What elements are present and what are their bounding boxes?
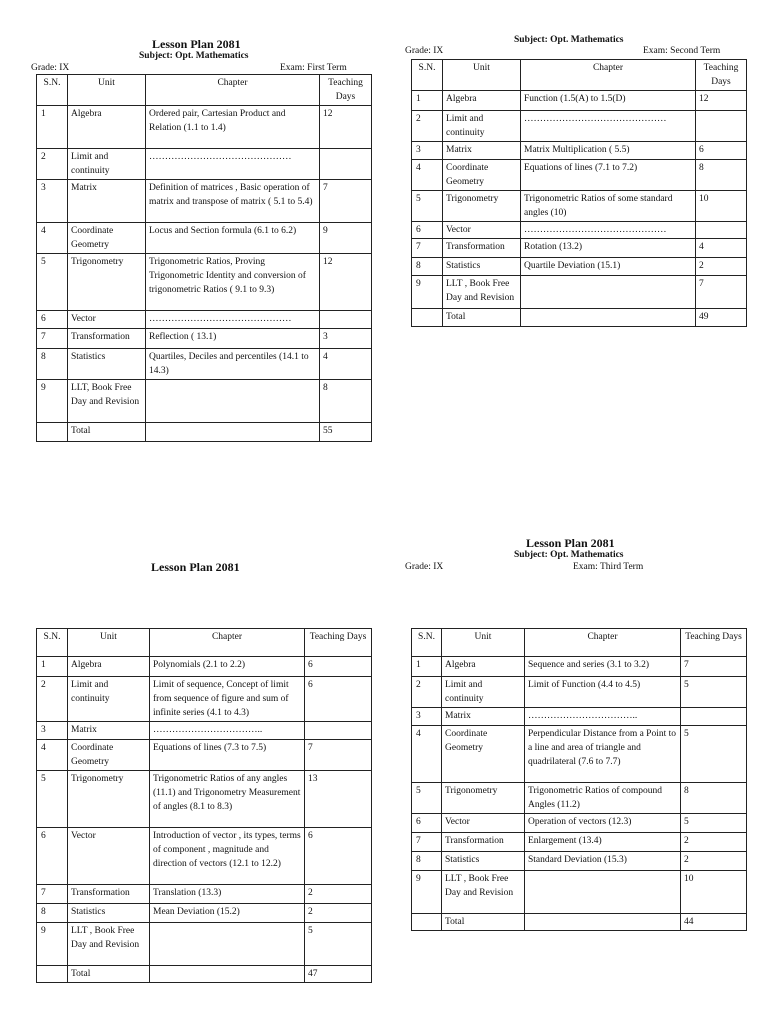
cell-teaching-days: 6 [696,142,747,160]
table-row [412,222,747,239]
table-row [412,852,747,871]
header-teaching-days: Teaching Days [696,60,747,91]
cell-sn [412,914,442,931]
cell-unit: Trigonometry [443,191,521,222]
table-row [412,91,747,111]
cell-sn: 4 [37,223,68,254]
cell-chapter: …………………………….. [150,722,305,740]
cell-teaching-days: 2 [681,852,747,871]
cell-chapter: …………………………….. [525,708,681,726]
header-chapter: Chapter [521,60,696,91]
table-row [37,722,372,740]
cell-chapter: Operation of vectors (12.3) [525,814,681,833]
cell-sn: 6 [412,814,442,833]
cell-unit: Matrix [68,722,150,740]
cell-sn: 1 [412,657,442,677]
total-row [37,423,372,442]
cell-unit: Limit and continuity [443,111,521,142]
plan-subject: Subject: Opt. Mathematics [139,51,249,61]
cell-teaching-days: 2 [305,904,372,923]
cell-sn: 2 [412,111,443,142]
table-row [37,180,372,223]
cell-unit: LLT , Book Free Day and Revision [443,276,521,309]
cell-chapter: Quartile Deviation (15.1) [521,258,696,276]
cell-teaching-days: 7 [681,657,747,677]
lesson-plan-table [411,59,747,327]
table-row [37,223,372,254]
cell-chapter: Standard Deviation (15.3) [525,852,681,871]
cell-teaching-days: 10 [681,871,747,914]
cell-sn: 2 [37,677,68,722]
cell-sn [37,423,68,442]
table-row [412,783,747,814]
header-sn: S.N. [412,629,442,657]
table-row [37,885,372,904]
table-row [412,160,747,191]
cell-sn [37,966,68,983]
cell-chapter: Locus and Section formula (6.1 to 6.2) [146,223,320,254]
cell-teaching-days: 6 [305,677,372,722]
cell-unit: Trigonometry [442,783,525,814]
cell-sn: 8 [37,904,68,923]
cell-teaching-days: 10 [696,191,747,222]
cell-unit: Transformation [68,885,150,904]
cell-teaching-days: 8 [320,380,372,423]
table-row [412,833,747,852]
cell-unit: Algebra [442,657,525,677]
cell-chapter: Mean Deviation (15.2) [150,904,305,923]
plan-subject: Subject: Opt. Mathematics [514,35,624,45]
cell-unit: Transformation [443,239,521,258]
header-teaching-days: Teaching Days [681,629,747,657]
plan-exam: Exam: Second Term [643,46,721,56]
cell-unit: Coordinate Geometry [443,160,521,191]
cell-teaching-days: 6 [305,828,372,885]
cell-chapter: Function (1.5(A) to 1.5(D) [521,91,696,111]
cell-unit: Matrix [68,180,146,223]
cell-unit: Coordinate Geometry [442,726,525,783]
cell-chapter [521,276,696,309]
header-chapter: Chapter [150,629,305,657]
table-row [412,814,747,833]
cell-chapter: Equations of lines (7.1 to 7.2) [521,160,696,191]
table-row [37,254,372,311]
cell-teaching-days: 5 [681,726,747,783]
cell-teaching-days: 5 [681,677,747,708]
cell-chapter: Trigonometric Ratios, Proving Trigonometric Identity and conversion of trigonometric Ratios ( 9.1 to 9.3) [146,254,320,311]
cell-sn: 7 [37,885,68,904]
lesson-plan-table [36,628,372,983]
cell-sn: 5 [412,191,443,222]
cell-sn: 3 [37,180,68,223]
table-row [412,239,747,258]
header-unit: Unit [443,60,521,91]
header-sn: S.N. [412,60,443,91]
cell-sn: 1 [37,657,68,677]
header-sn: S.N. [37,629,68,657]
table-row [37,380,372,423]
cell-chapter: Trigonometric Ratios of any angles (11.1) and Trigonometry Measurement of angles (8.1 to 8.3) [150,771,305,828]
total-label: Total [68,966,150,983]
cell-sn: 4 [412,726,442,783]
table-row [37,106,372,149]
table-row [412,726,747,783]
lesson-plan-table [411,628,747,931]
cell-teaching-days: 5 [681,814,747,833]
cell-unit: Trigonometry [68,254,146,311]
cell-teaching-days: 12 [696,91,747,111]
cell-chapter: Trigonometric Ratios of compound Angles (11.2) [525,783,681,814]
header-unit: Unit [68,75,146,106]
cell-unit: Algebra [68,106,146,149]
cell-teaching-days: 2 [696,258,747,276]
cell-sn: 8 [37,349,68,380]
cell-chapter: ……………………………………… [521,111,696,142]
cell-chapter [146,380,320,423]
cell-chapter: Limit of Function (4.4 to 4.5) [525,677,681,708]
cell-chapter [150,923,305,966]
cell-teaching-days: 8 [681,783,747,814]
cell-unit: Trigonometry [68,771,150,828]
cell-teaching-days: 9 [320,223,372,254]
header-unit: Unit [442,629,525,657]
cell-chapter: Quartiles, Deciles and percentiles (14.1 to 14.3) [146,349,320,380]
table-row [37,904,372,923]
cell-chapter: Introduction of vector , its types, terms of component , magnitude and direction of vectors (12.1 to 12.2) [150,828,305,885]
total-label: Total [442,914,525,931]
cell-sn: 9 [412,871,442,914]
cell-teaching-days [320,149,372,180]
total-row [412,914,747,931]
cell-sn: 4 [412,160,443,191]
header-row [412,629,747,657]
total-label: Total [443,309,521,327]
cell-sn: 7 [412,239,443,258]
total-days: 47 [305,966,372,983]
header-sn: S.N. [37,75,68,106]
cell-chapter: Polynomials (2.1 to 2.2) [150,657,305,677]
cell-unit: LLT , Book Free Day and Revision [442,871,525,914]
cell-chapter: Translation (13.3) [150,885,305,904]
cell-chapter: Reflection ( 13.1) [146,329,320,349]
plan-exam: Exam: Third Term [573,562,644,572]
cell-unit: LLT, Book Free Day and Revision [68,380,146,423]
cell-teaching-days [305,722,372,740]
header-teaching-days: Teaching Days [320,75,372,106]
cell-chapter: Limit of sequence, Concept of limit from sequence of figure and sum of infinite series (4.1 to 4.3) [150,677,305,722]
plan-grade: Grade: IX [405,46,444,56]
cell-chapter: Definition of matrices , Basic operation of matrix and transpose of matrix ( 5.1 to 5.4) [146,180,320,223]
cell-teaching-days: 7 [305,740,372,771]
table-row [37,149,372,180]
table-row [412,276,747,309]
table-row [412,142,747,160]
cell-unit: Transformation [442,833,525,852]
cell-teaching-days: 3 [320,329,372,349]
plan-title: Lesson Plan 2081 [152,37,241,51]
cell-sn: 3 [412,142,443,160]
cell-unit: Vector [68,311,146,329]
plan-title: Lesson Plan 2081 [151,560,240,574]
cell-chapter: Equations of lines (7.3 to 7.5) [150,740,305,771]
header-teaching-days: Teaching Days [305,629,372,657]
cell-chapter [150,966,305,983]
cell-chapter [146,423,320,442]
cell-teaching-days [320,311,372,329]
cell-chapter [525,871,681,914]
header-chapter: Chapter [146,75,320,106]
plan-exam: Exam: First Term [280,63,347,73]
total-row [412,309,747,327]
cell-unit: Vector [443,222,521,239]
cell-teaching-days: 2 [681,833,747,852]
cell-sn [412,309,443,327]
cell-chapter: Sequence and series (3.1 to 3.2) [525,657,681,677]
plan-title: Lesson Plan 2081 [526,536,615,550]
cell-unit: Vector [442,814,525,833]
cell-sn: 3 [37,722,68,740]
cell-teaching-days: 4 [696,239,747,258]
cell-teaching-days: 6 [305,657,372,677]
table-row [412,657,747,677]
cell-sn: 5 [37,254,68,311]
cell-sn: 7 [37,329,68,349]
cell-chapter: ……………………………………… [146,311,320,329]
header-row [37,629,372,657]
cell-teaching-days: 12 [320,106,372,149]
table-row [37,740,372,771]
table-row [412,258,747,276]
cell-chapter: Matrix Multiplication ( 5.5) [521,142,696,160]
cell-chapter: Enlargement (13.4) [525,833,681,852]
cell-chapter: ……………………………………… [521,222,696,239]
table-row [412,191,747,222]
cell-sn: 6 [412,222,443,239]
cell-chapter [525,914,681,931]
cell-sn: 3 [412,708,442,726]
plan-grade: Grade: IX [31,63,70,73]
total-days: 44 [681,914,747,931]
cell-sn: 5 [37,771,68,828]
total-days: 55 [320,423,372,442]
cell-chapter: Rotation (13.2) [521,239,696,258]
cell-sn: 1 [37,106,68,149]
header-row [37,75,372,106]
cell-unit: LLT , Book Free Day and Revision [68,923,150,966]
header-chapter: Chapter [525,629,681,657]
cell-teaching-days: 12 [320,254,372,311]
table-row [37,677,372,722]
cell-unit: Limit and continuity [68,677,150,722]
cell-sn: 6 [37,311,68,329]
table-row [412,111,747,142]
cell-teaching-days [696,222,747,239]
table-row [37,923,372,966]
cell-sn: 9 [37,380,68,423]
cell-sn: 9 [412,276,443,309]
total-label: Total [68,423,146,442]
cell-teaching-days: 2 [305,885,372,904]
cell-chapter: ……………………………………… [146,149,320,180]
cell-teaching-days: 13 [305,771,372,828]
table-row [37,828,372,885]
cell-unit: Limit and continuity [442,677,525,708]
cell-teaching-days [696,111,747,142]
plan-subject: Subject: Opt. Mathematics [514,550,624,560]
cell-chapter [521,309,696,327]
table-row [37,329,372,349]
cell-unit: Statistics [68,904,150,923]
cell-chapter: Trigonometric Ratios of some standard angles (10) [521,191,696,222]
cell-unit: Statistics [442,852,525,871]
cell-unit: Matrix [442,708,525,726]
total-row [37,966,372,983]
lesson-plan-table [36,74,372,442]
cell-sn: 9 [37,923,68,966]
cell-unit: Transformation [68,329,146,349]
cell-unit: Limit and continuity [68,149,146,180]
cell-teaching-days: 5 [305,923,372,966]
cell-unit: Algebra [68,657,150,677]
cell-teaching-days [681,708,747,726]
cell-sn: 1 [412,91,443,111]
cell-unit: Statistics [443,258,521,276]
cell-sn: 2 [412,677,442,708]
cell-teaching-days: 4 [320,349,372,380]
plan-grade: Grade: IX [405,562,444,572]
cell-unit: Vector [68,828,150,885]
table-row [412,677,747,708]
cell-sn: 7 [412,833,442,852]
cell-chapter: Perpendicular Distance from a Point to a line and area of triangle and quadrilateral (7.6 to 7.7) [525,726,681,783]
cell-chapter: Ordered pair, Cartesian Product and Relation (1.1 to 1.4) [146,106,320,149]
header-row [412,60,747,91]
cell-teaching-days: 7 [696,276,747,309]
table-row [37,657,372,677]
cell-sn: 4 [37,740,68,771]
cell-teaching-days: 8 [696,160,747,191]
cell-sn: 8 [412,258,443,276]
total-days: 49 [696,309,747,327]
cell-sn: 8 [412,852,442,871]
table-row [37,771,372,828]
table-row [412,708,747,726]
table-row [37,311,372,329]
cell-teaching-days: 7 [320,180,372,223]
cell-unit: Coordinate Geometry [68,740,150,771]
cell-unit: Statistics [68,349,146,380]
table-row [37,349,372,380]
header-unit: Unit [68,629,150,657]
table-row [412,871,747,914]
cell-unit: Coordinate Geometry [68,223,146,254]
cell-sn: 2 [37,149,68,180]
cell-sn: 5 [412,783,442,814]
cell-sn: 6 [37,828,68,885]
cell-unit: Algebra [443,91,521,111]
cell-unit: Matrix [443,142,521,160]
